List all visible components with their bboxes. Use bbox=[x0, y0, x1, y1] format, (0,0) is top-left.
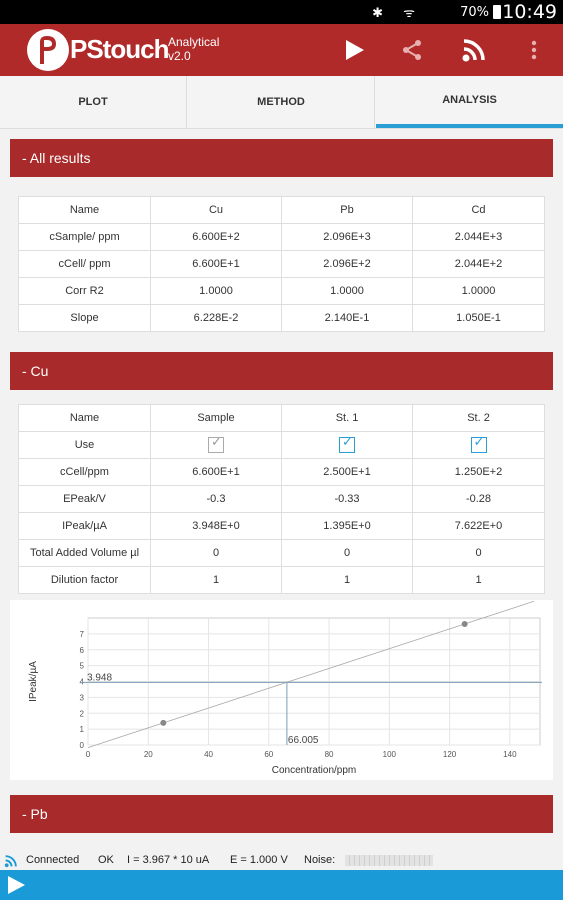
table-cell: Pb bbox=[282, 197, 413, 224]
x-tick-label: 120 bbox=[442, 750, 457, 759]
y-tick-label: 3 bbox=[79, 693, 84, 703]
table-cell: 0 bbox=[282, 540, 413, 567]
tab-method[interactable]: METHOD bbox=[188, 76, 375, 128]
app-name: PStouch bbox=[70, 34, 169, 64]
table-cell: 6.228E-2 bbox=[151, 305, 282, 332]
all-results-table bbox=[18, 196, 545, 332]
connection-text: Connected bbox=[26, 854, 80, 866]
x-tick-label: 60 bbox=[264, 750, 274, 759]
table-row bbox=[19, 540, 545, 567]
table-row bbox=[19, 486, 545, 513]
table-cell: 6.600E+1 bbox=[151, 459, 282, 486]
more-vertical-icon bbox=[531, 40, 537, 60]
check-icon: ✓ bbox=[211, 435, 222, 450]
table-cell bbox=[151, 432, 282, 459]
table-cell: 6.600E+1 bbox=[151, 251, 282, 278]
table-row bbox=[19, 513, 545, 540]
overflow-menu-button[interactable] bbox=[519, 35, 549, 65]
table-row bbox=[19, 459, 545, 486]
status-ok: OK bbox=[98, 854, 114, 866]
table-cell: 1.395E+0 bbox=[282, 513, 413, 540]
table-cell: Use bbox=[19, 432, 151, 459]
table-cell: IPeak/µA bbox=[19, 513, 151, 540]
table-cell: -0.28 bbox=[413, 486, 545, 513]
rss-signal-icon bbox=[461, 37, 487, 63]
noise-label: Noise: bbox=[304, 854, 336, 866]
table-cell: 2.500E+1 bbox=[282, 459, 413, 486]
table-cell: Cd bbox=[413, 197, 545, 224]
table-row bbox=[19, 305, 545, 332]
check-icon: ✓ bbox=[342, 435, 353, 450]
y-tick-label: 5 bbox=[79, 661, 84, 671]
table-cell: Name bbox=[19, 405, 151, 432]
calibration-chart bbox=[10, 600, 553, 780]
data-point bbox=[160, 720, 166, 726]
table-cell: 1.050E-1 bbox=[413, 305, 545, 332]
table-cell: St. 1 bbox=[282, 405, 413, 432]
current-readout: I = 3.967 * 10 uA bbox=[127, 854, 210, 866]
use-checkbox[interactable] bbox=[471, 437, 487, 453]
bottom-action-bar bbox=[0, 870, 563, 900]
table-cell: 7.622E+0 bbox=[413, 513, 545, 540]
app-logo bbox=[27, 29, 69, 71]
table-cell: 2.044E+3 bbox=[413, 224, 545, 251]
table-cell bbox=[282, 432, 413, 459]
connection-status-bar bbox=[0, 852, 563, 870]
share-icon bbox=[401, 39, 423, 61]
y-tick-label: 4 bbox=[79, 677, 84, 687]
table-cell: Name bbox=[19, 197, 151, 224]
table-cell: 2.044E+2 bbox=[413, 251, 545, 278]
table-row bbox=[19, 278, 545, 305]
battery-icon bbox=[493, 5, 501, 19]
tab-bar bbox=[0, 76, 563, 129]
table-cell: 1.0000 bbox=[151, 278, 282, 305]
y-tick-label: 6 bbox=[79, 645, 84, 655]
table-cell: 1 bbox=[151, 567, 282, 594]
x-axis-label: Concentration/ppm bbox=[271, 765, 357, 776]
table-cell: 0 bbox=[151, 540, 282, 567]
app-subtitle bbox=[168, 35, 219, 63]
connect-button[interactable] bbox=[459, 35, 489, 65]
pb-header[interactable]: - Pb bbox=[10, 795, 553, 833]
table-cell: 1 bbox=[413, 567, 545, 594]
table-cell: Total Added Volume µl bbox=[19, 540, 151, 567]
connection-signal-icon bbox=[4, 854, 18, 868]
sample-concentration-label: 66.005 bbox=[287, 735, 319, 746]
table-cell: Slope bbox=[19, 305, 151, 332]
share-button[interactable] bbox=[397, 35, 427, 65]
play-icon[interactable] bbox=[6, 875, 26, 895]
table-row bbox=[19, 432, 545, 459]
use-checkbox bbox=[208, 437, 224, 453]
table-cell: 3.948E+0 bbox=[151, 513, 282, 540]
play-button[interactable] bbox=[339, 35, 369, 65]
table-cell: 2.140E-1 bbox=[282, 305, 413, 332]
potential-readout: E = 1.000 V bbox=[230, 854, 288, 866]
table-row bbox=[19, 224, 545, 251]
cu-header[interactable]: - Cu bbox=[10, 352, 553, 390]
table-cell: 1.0000 bbox=[413, 278, 545, 305]
x-tick-label: 40 bbox=[204, 750, 213, 759]
table-cell: 6.600E+2 bbox=[151, 224, 282, 251]
calibration-plot bbox=[10, 600, 553, 780]
table-row bbox=[19, 251, 545, 278]
noise-indicator bbox=[345, 855, 433, 866]
y-axis-label: IPeak/µA bbox=[28, 661, 39, 702]
clock: 10:49 bbox=[502, 1, 557, 23]
sample-peak-label: 3.948 bbox=[87, 672, 113, 684]
table-cell: St. 2 bbox=[413, 405, 545, 432]
table-cell: Cu bbox=[151, 197, 282, 224]
table-cell: 1 bbox=[282, 567, 413, 594]
x-tick-label: 20 bbox=[143, 750, 153, 759]
table-cell: cCell/ppm bbox=[19, 459, 151, 486]
table-row bbox=[19, 567, 545, 594]
tab-plot[interactable]: PLOT bbox=[0, 76, 187, 128]
table-cell: Sample bbox=[151, 405, 282, 432]
table-cell: cSample/ ppm bbox=[19, 224, 151, 251]
y-tick-label: 2 bbox=[79, 709, 84, 719]
all-results-header[interactable]: - All results bbox=[10, 139, 553, 177]
app-subtitle-line1: Analytical bbox=[168, 35, 220, 49]
ps-logo-icon bbox=[35, 34, 61, 66]
x-tick-label: 140 bbox=[503, 750, 517, 759]
x-tick-label: 100 bbox=[382, 750, 397, 759]
table-cell: 2.096E+3 bbox=[282, 224, 413, 251]
tab-analysis[interactable]: ANALYSIS bbox=[376, 76, 563, 128]
app-bar bbox=[0, 24, 563, 76]
table-cell: 0 bbox=[413, 540, 545, 567]
table-cell: -0.3 bbox=[151, 486, 282, 513]
x-tick-label: 0 bbox=[85, 750, 91, 759]
table-header-row bbox=[19, 197, 545, 224]
y-tick-label: 7 bbox=[79, 629, 84, 639]
x-tick-label: 80 bbox=[324, 750, 334, 759]
table-cell: EPeak/V bbox=[19, 486, 151, 513]
table-cell bbox=[413, 432, 545, 459]
play-icon bbox=[342, 38, 366, 62]
y-tick-label: 1 bbox=[79, 725, 84, 735]
table-cell: 2.096E+2 bbox=[282, 251, 413, 278]
table-cell: -0.33 bbox=[282, 486, 413, 513]
battery-percent: 70% bbox=[460, 5, 489, 20]
app-version: v2.0 bbox=[168, 49, 191, 63]
table-header-row bbox=[19, 405, 545, 432]
table-cell: Dilution factor bbox=[19, 567, 151, 594]
table-cell: Corr R2 bbox=[19, 278, 151, 305]
system-status-bar bbox=[0, 0, 563, 24]
use-checkbox[interactable] bbox=[339, 437, 355, 453]
y-tick-label: 0 bbox=[79, 741, 84, 750]
check-icon: ✓ bbox=[473, 435, 485, 450]
data-point bbox=[462, 621, 468, 627]
table-cell: 1.0000 bbox=[282, 278, 413, 305]
table-cell: cCell/ ppm bbox=[19, 251, 151, 278]
table-cell: 1.250E+2 bbox=[413, 459, 545, 486]
cu-table bbox=[18, 404, 545, 594]
bluetooth-wifi-icons: ✱ ᯤ bbox=[372, 6, 423, 21]
